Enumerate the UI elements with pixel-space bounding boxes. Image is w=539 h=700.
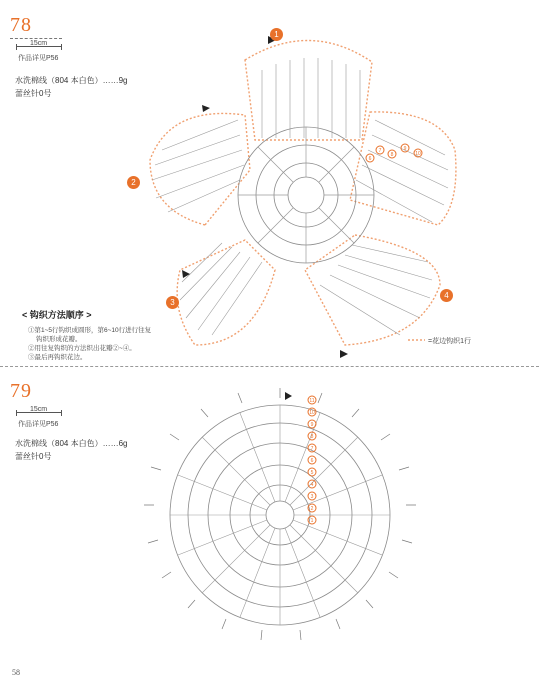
pattern-number-78: 78	[10, 14, 32, 36]
hook-spec: 蕾丝针0号	[15, 89, 52, 98]
hook-spec: 蕾丝针0号	[15, 452, 52, 461]
row-marker-label: 6	[368, 156, 372, 162]
petal-marker-4: 4	[440, 289, 453, 302]
row-marker-label: 4	[310, 482, 314, 488]
size-label: 15cm	[30, 40, 48, 47]
step-line: ②用往复钩织的方法织出花瓣②~④。	[28, 345, 136, 352]
row-marker-label: 6	[310, 458, 314, 464]
step-line: ①第1~5行钩织成圆形，第6~10行进行往复	[28, 327, 152, 334]
row-marker-label: 9	[310, 422, 314, 428]
yarn-spec: 水洗棉线（804 本白色）……6g	[15, 439, 128, 448]
row-marker-label: 9	[403, 146, 407, 152]
row-marker-label: 3	[310, 494, 314, 500]
petal-marker-1: 1	[270, 28, 283, 41]
size-label: 15cm	[30, 406, 48, 413]
yarn-spec: 水洗棉线（804 本白色）……9g	[15, 76, 128, 85]
row-marker-label: 10	[309, 410, 315, 416]
row-marker-label: 1	[310, 518, 314, 524]
row-marker-label: 11	[309, 398, 315, 404]
row-marker-label: 8	[310, 434, 314, 440]
petal-marker-3: 3	[166, 296, 179, 309]
row-marker-label: 7	[310, 446, 314, 452]
step-line: 钩织形成花瓣。	[36, 336, 82, 343]
row-marker-label: 10	[415, 151, 421, 157]
row-marker-label: 2	[310, 506, 314, 512]
edge-note: =花边钩织1行	[428, 338, 471, 345]
row-marker-label: 8	[390, 152, 394, 158]
reference-label: 作品详见P56	[18, 55, 59, 62]
row-marker-label: 5	[310, 470, 314, 476]
row-marker-label: 7	[378, 148, 382, 154]
reference-label: 作品详见P56	[18, 421, 59, 428]
page-number: 58	[12, 668, 20, 677]
petal-marker-2: 2	[127, 176, 140, 189]
step-line: ③最后再钩织花边。	[28, 354, 87, 361]
pattern-number-79: 79	[10, 380, 32, 402]
steps-title: < 钩织方法顺序 >	[22, 310, 92, 320]
